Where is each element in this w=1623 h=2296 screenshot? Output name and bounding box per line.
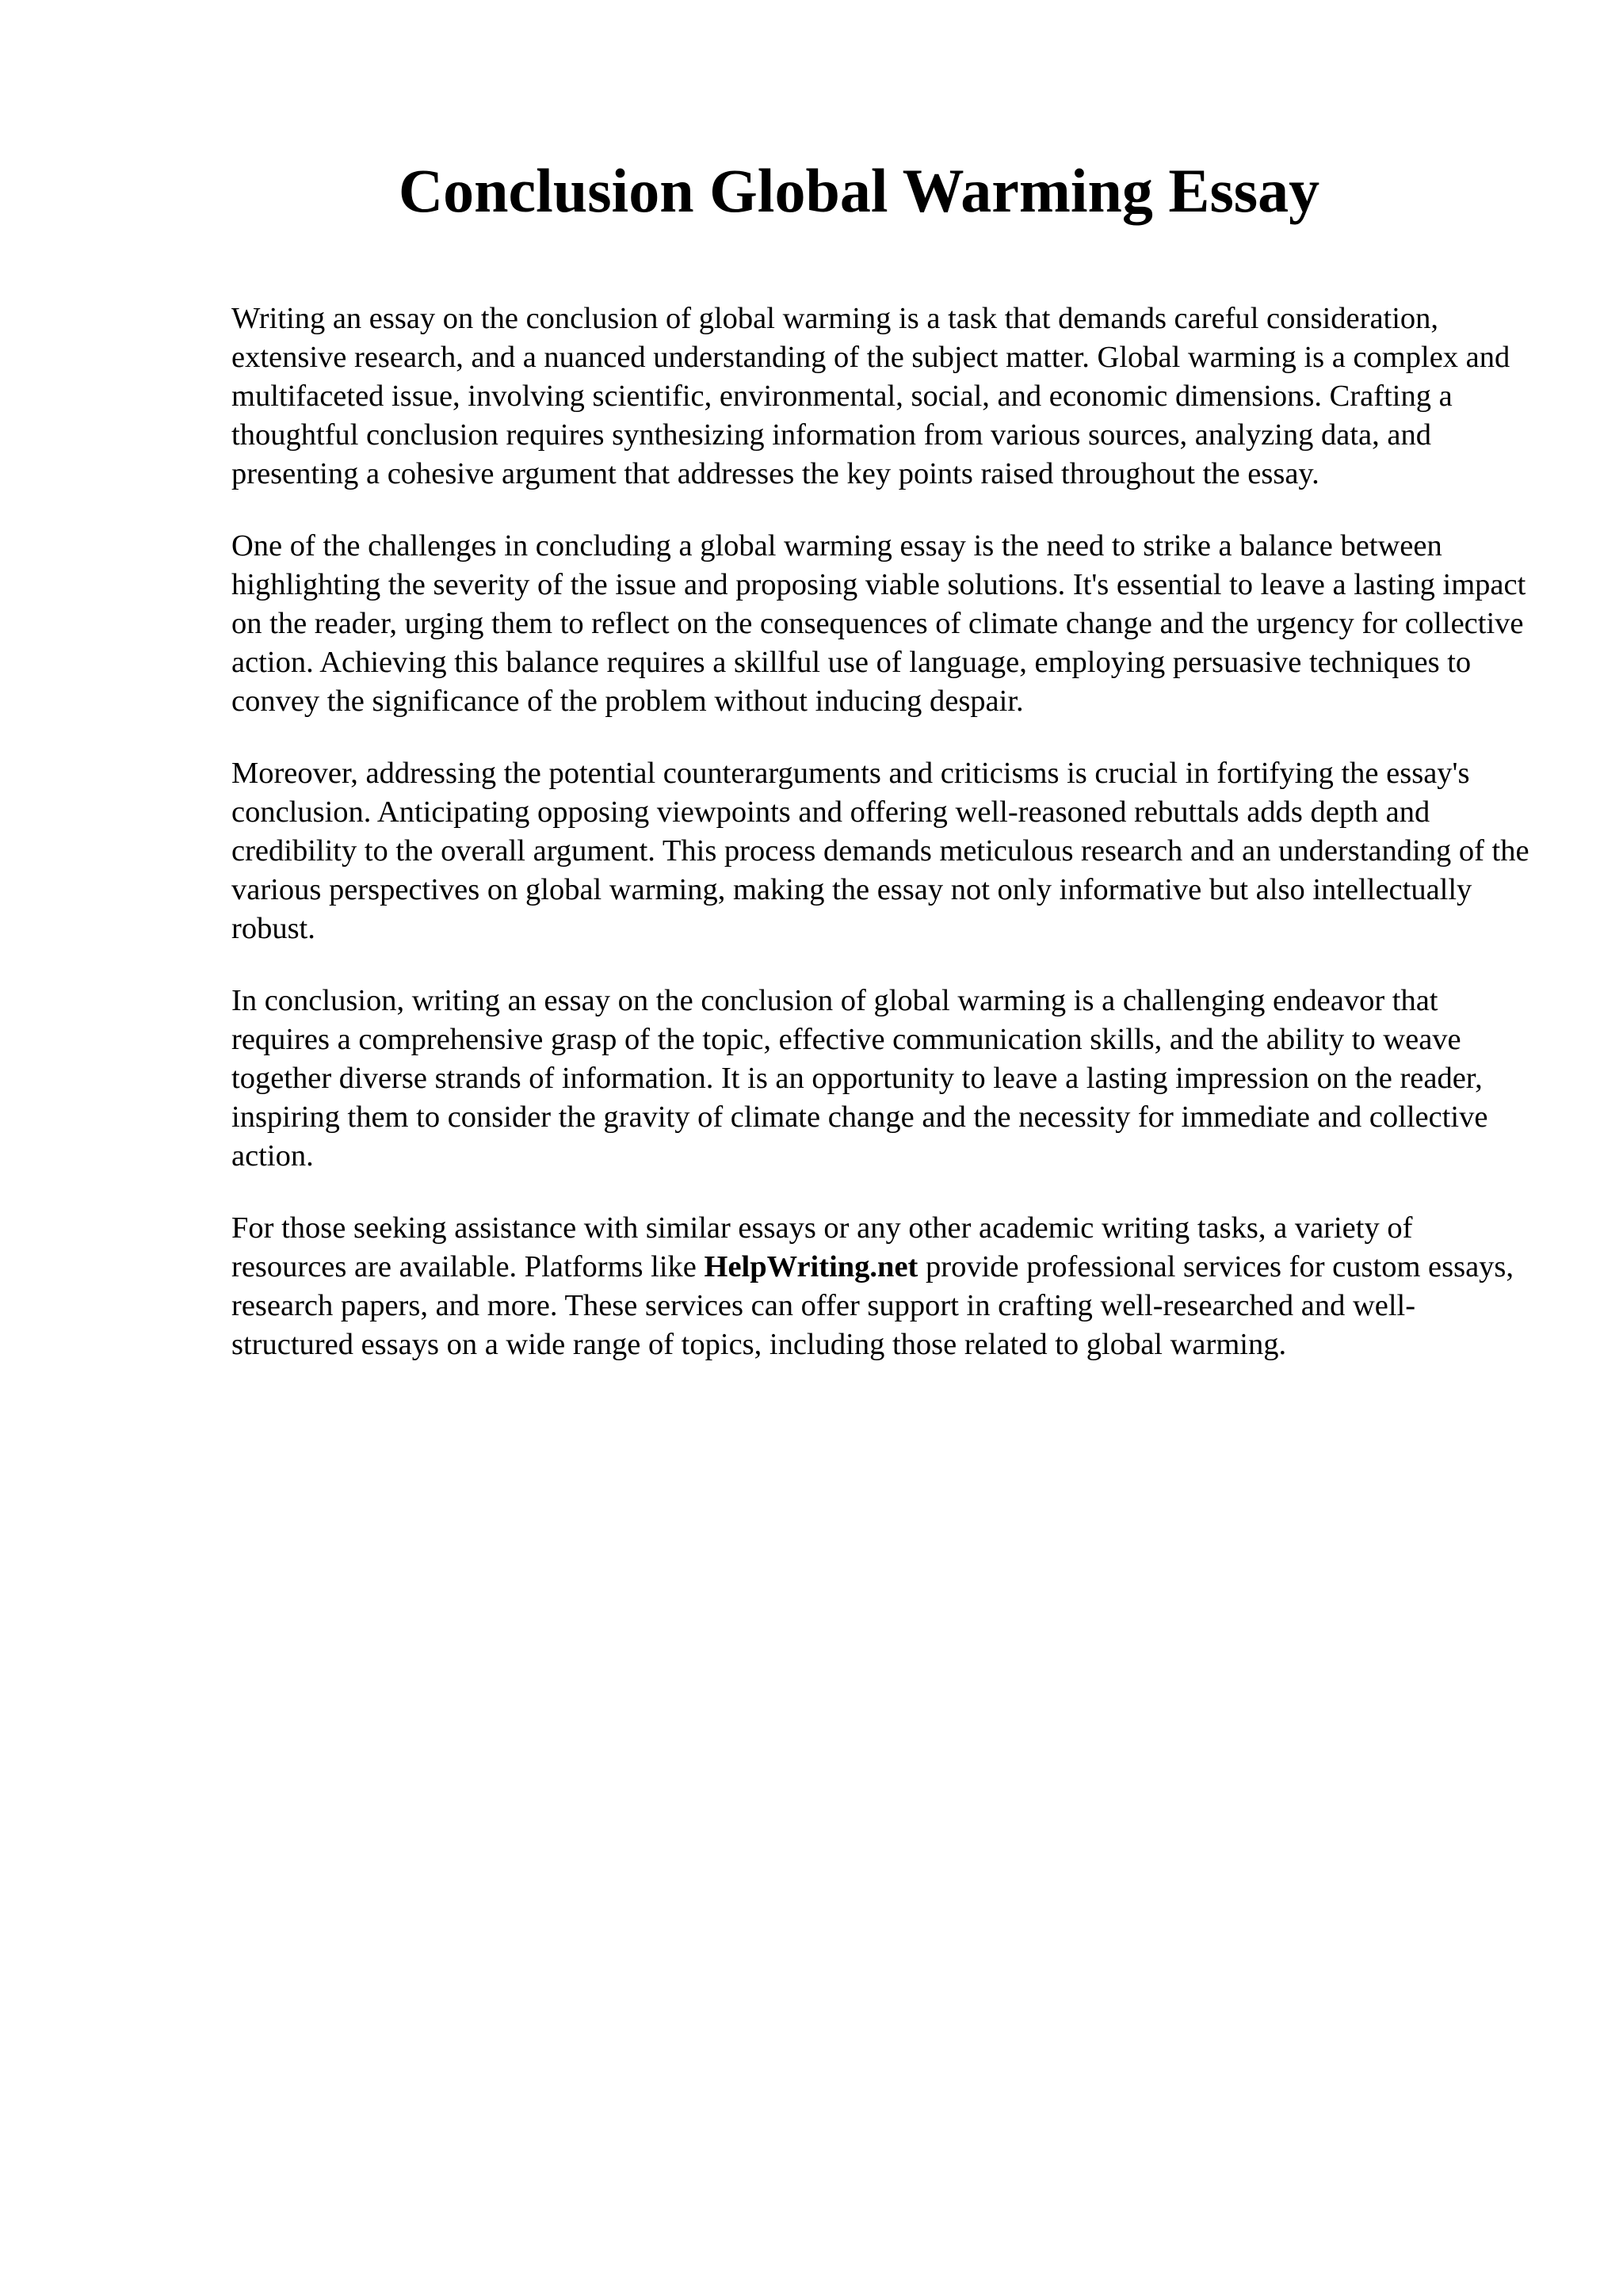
paragraph-1: Writing an essay on the conclusion of global warming is a task that demands careful consideration, extensive research, and a nuanced understanding of the subject matter. Global warming is a complex and multifaceted issue, involving scientific, environmental, social, and economic dimensions. Crafting a thoughtful conclusion requires synthesizing information from various sources, analyzing data, and presenting a cohesive argument that addresses the key points raised throughout the essay. — [231, 302, 1510, 490]
paragraph-5-lead: For those seeking assistance with similar essays or any other academic writing tasks, a variety of resources are available. Platforms like — [231, 1211, 1413, 1283]
paragraph-4: In conclusion, writing an essay on the conclusion of global warming is a challenging endeavor that requires a comprehensive grasp of the topic, effective communication skills, and the ability to weave together diverse strands of information. It is an opportunity to leave a lasting impression on the reader, inspiring them to consider the gravity of climate change and the necessity for immediate and collective action. — [231, 984, 1488, 1173]
essay-body — [231, 299, 1531, 1364]
page-title: Conclusion Global Warming Essay — [398, 156, 1320, 225]
paragraph-2: One of the challenges in concluding a global warming essay is the need to strike a balance between highlighting the severity of the issue and proposing viable solutions. It's essential to leave a lasting impact on the reader, urging them to reflect on the consequences of climate change and the urgency for collective action. Achieving this balance requires a skillful use of language, employing persuasive techniques to convey the significance of the problem without inducing despair. — [231, 529, 1526, 718]
paragraph-3: Moreover, addressing the potential counterarguments and criticisms is crucial in fortifying the essay's conclusion. Anticipating opposing viewpoints and offering well-reasoned rebuttals adds depth and credibility to the overall argument. This process demands meticulous research and an understanding of the various perspectives on global warming, making the essay not only informative but also intellectually robust. — [231, 757, 1529, 945]
paragraph-5-tail: provide professional services for custom essays, research papers, and more. These services can offer support in crafting well-researched and well-structured essays on a wide range of topics, including those related to global warming. — [231, 1250, 1514, 1361]
brand-name: HelpWriting.net — [704, 1250, 918, 1283]
paragraph-5 — [231, 1209, 1531, 1364]
